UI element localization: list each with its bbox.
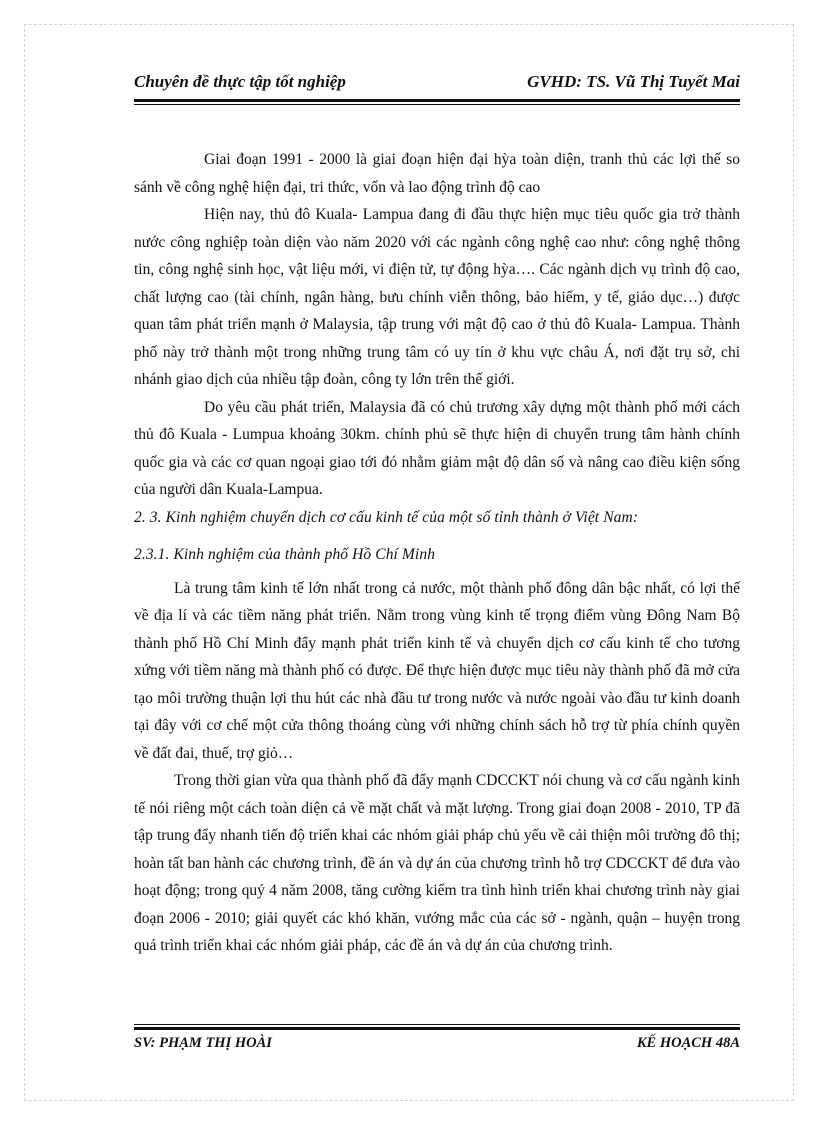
footer-rule-thin [134,1024,740,1025]
paragraph-3: Do yêu cầu phát triển, Malaysia đã có chủ trương xây dựng một thành phố mới cách thủ đô Kuala - Lumpua khoảng 30km. chính phủ sẽ thực hiện di chuyển trung tâm hành chính quốc gia và các cơ quan ngoại giao tới đó nhằm giảm mật độ dân số và nâng cao điều kiện sống của người dân Kuala-Lampua. [134,398,740,498]
section-heading: 2. 3. Kinh nghiệm chuyển dịch cơ cấu kinh tế của một số tỉnh thành ở Việt Nam: [134,508,639,526]
paragraph-5: Trong thời gian vừa qua thành phố đã đẩy mạnh CDCCKT nói chung và cơ cấu ngành kinh tế nói riêng một cách toàn diện cả về mặt chất và mặt lượng. Trong giai đoạn 2008 - 2010, TP đã tập trung đẩy nhanh tiến độ triển khai các nhóm giải pháp chủ yếu về cải thiện môi trường đô thị; hoàn tất ban hành các chương trình, đề án và dự án của chương trình hỗ trợ CDCCKT để đưa vào hoạt động; trong quý 4 năm 2008, tăng cường kiểm tra tình hình triển khai chương trình này giai đoạn 2006 - 2010; giải quyết các khó khăn, vướng mắc của các sở - ngành, quận – huyện trong quá trình triển khai các nhóm giải pháp, các đề án và dự án của chương trình. [134,772,740,954]
header-supervisor: GVHD: TS. Vũ Thị Tuyết Mai [527,72,740,91]
subsection-heading: 2.3.1. Kinh nghiệm của thành phố Hồ Chí Minh [134,546,436,563]
header-rule-thin [134,104,740,105]
header-title: Chuyên đề thực tập tốt nghiệp [134,72,346,91]
paragraph-4: Là trung tâm kinh tế lớn nhất trong cả nước, một thành phố đông dân bậc nhất, có lợi thế về địa lí và các tiềm năng phát triển. Nằm trong vùng kinh tế trọng điểm vùng Đông Nam Bộ thành phố Hồ Chí Minh đẩy mạnh phát triển kinh tế và chuyển dịch cơ cấu kinh tế cho tương xứng với tiềm năng mà thành phố có được. Để thực hiện được mục tiêu này thành phố đã mở cửa tạo môi trường thuận lợi thu hút các nhà đầu tư trong nước và nước ngoài vào đầu tư kinh doanh tại đây với cơ chế một cửa thông thoáng cùng với những chính sách hỗ trợ từ phía chính quyền về đất đai, thuế, trợ giỏ… [134,579,740,762]
paragraph-2: Hiện nay, thủ đô Kuala- Lampua đang đi đầu thực hiện mục tiêu quốc gia trở thành nước công nghiệp toàn diện vào năm 2020 với các ngành công nghệ cao như: công nghệ thông tin, công nghệ sinh học, vật liệu mới, vi điện tử, tự động hỳa…. Các ngành dịch vụ trình độ cao, chất lượng cao (tài chính, ngân hàng, bưu chính viễn thông, bảo hiểm, y tế, giáo dục…) được quan tâm phát triển mạnh ở Malaysia, tập trung với mật độ cao ở thủ đô Kuala- Lampua. Thành phố này trở thành một trong những trung tâm có uy tín ở khu vực châu Á, nơi đặt trụ sở, chi nhánh giao dịch của nhiều tập đoàn, công ty lớn trên thế giới. [134,206,740,388]
header-rule-thick [134,99,740,102]
document-body [134,146,740,960]
page-header [134,72,740,96]
footer-rule-thick [134,1027,740,1030]
footer-class: KẾ HOẠCH 48A [636,1035,740,1051]
footer-student: SV: PHẠM THỊ HOÀI [134,1035,272,1051]
paragraph-1: Giai đoạn 1991 - 2000 là giai đoạn hiện đại hỳa toàn diện, tranh thủ các lợi thế so sánh về công nghệ hiện đại, tri thức, vốn và lao động trình độ cao [134,151,740,196]
page-footer [134,1035,740,1057]
